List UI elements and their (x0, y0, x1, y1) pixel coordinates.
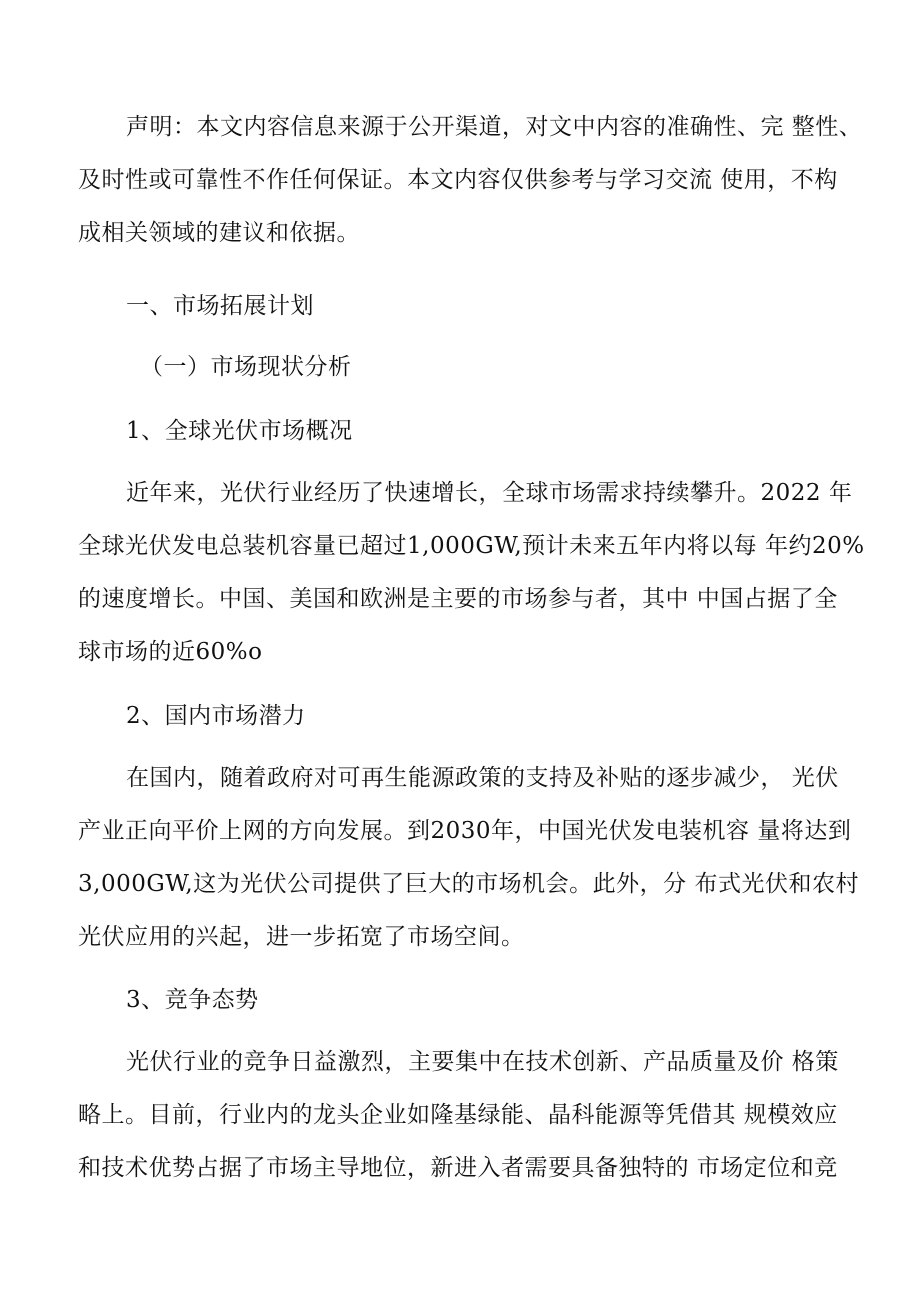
paragraph-global-market (78, 474, 865, 671)
paragraph-line: 近年来，光伏行业经历了快速增长，全球市场需求持续攀升。2022 年 (126, 480, 853, 506)
paragraph-line: 略上。目前，行业内的龙头企业如隆基绿能、晶科能源等凭借其 规模效应 (78, 1102, 838, 1128)
paragraph-line: 光伏应用的兴起，进一步拓宽了市场空间。 (78, 924, 525, 950)
paragraph-line: 产业正向平价上网的方向发展。到2030年，中国光伏发电装机容 量将达到 (78, 818, 852, 844)
disclaimer-line: 声明：本文内容信息来源于公开渠道，对文中内容的准确性、完 整性、 (126, 114, 863, 140)
paragraph-line: 的速度增长。中国、美国和欧洲是主要的市场参与者，其中 中国占据了全 (78, 586, 838, 612)
paragraph-line: 球市场的近60%o (78, 639, 263, 665)
disclaimer-line: 成相关领域的建议和依据。 (78, 220, 360, 246)
paragraph-line: 3,000GW,这为光伏公司提供了巨大的市场机会。此外，分 布式光伏和农村 (78, 871, 859, 897)
item-title-competition: 3、竞争态势 (126, 987, 259, 1013)
paragraph-line: 在国内，随着政府对可再生能源政策的支持及补贴的逐步减少， 光伏 (126, 765, 839, 791)
paragraph-line: 和技术优势占据了市场主导地位，新进入者需要具备独特的 市场定位和竞 (78, 1155, 838, 1181)
paragraph-line: 全球光伏发电总装机容量已超过1,000GW,预计未来五年内将以每 年约20% (78, 533, 865, 559)
item-title-global-market: 1、全球光伏市场概况 (126, 418, 353, 444)
subsection-title: （一）市场现状分析 (140, 354, 352, 380)
paragraph-domestic-market (78, 759, 859, 956)
paragraph-line: 光伏行业的竞争日益激烈，主要集中在技术创新、产品质量及价 格策 (126, 1049, 839, 1075)
disclaimer-line: 及时性或可靠性不作任何保证。本文内容仅供参考与学习交流 使用，不构 (78, 167, 838, 193)
section-title: 一、市场拓展计划 (126, 293, 314, 319)
item-title-domestic-market: 2、国内市场潜力 (126, 703, 306, 729)
paragraph-competition (78, 1043, 839, 1187)
disclaimer-paragraph (78, 108, 863, 252)
